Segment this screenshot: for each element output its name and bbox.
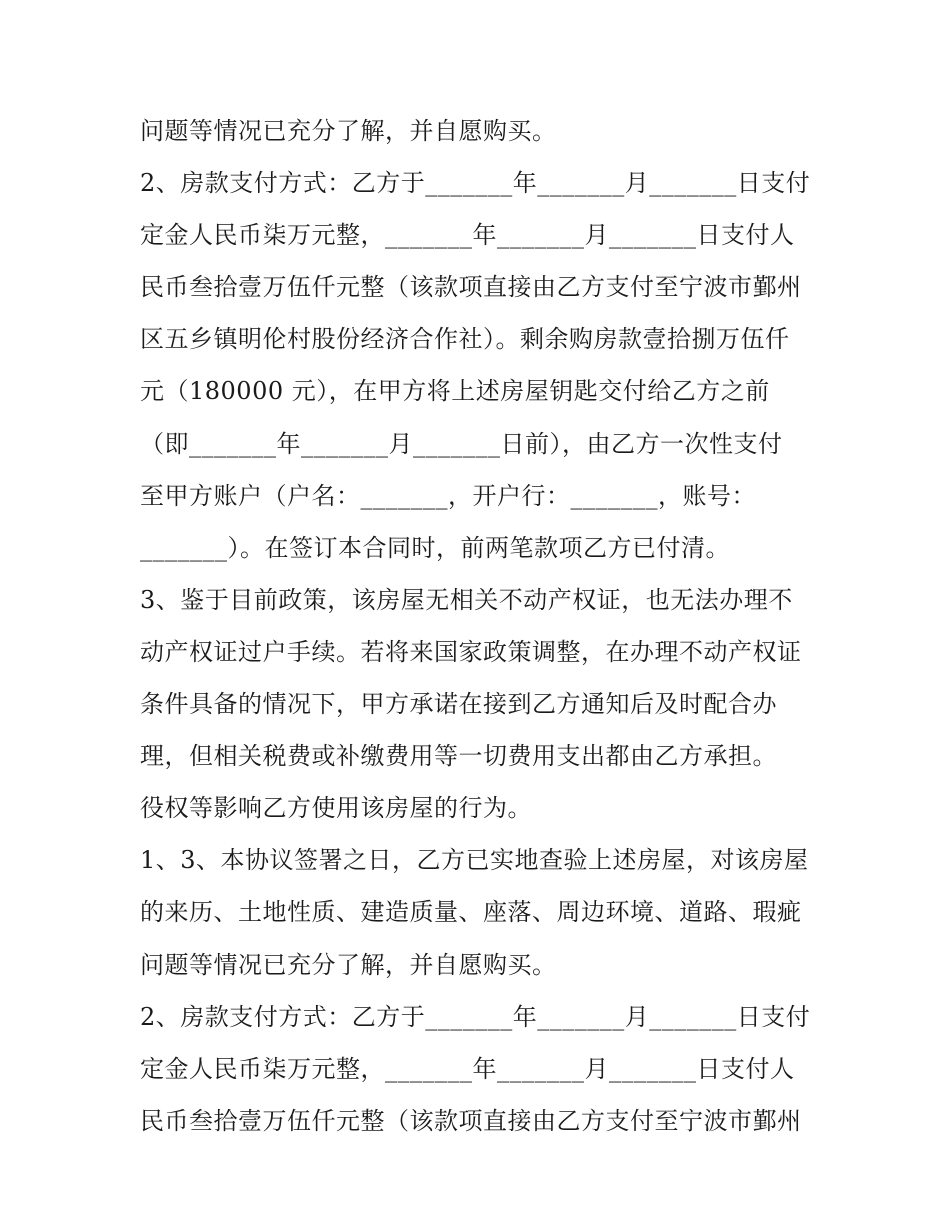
text-line: 2、房款支付方式：乙方于_______年_______月_______日支付 (140, 169, 811, 198)
text-line: 定金人民币柒万元整，_______年_______月_______日支付人 (140, 221, 795, 250)
text-line: 问题等情况已充分了解，并自愿购买。 (140, 950, 557, 979)
document-body (140, 105, 820, 1147)
text-line: 条件具备的情况下，甲方承诺在接到乙方通知后及时配合办 (140, 690, 777, 719)
text-line: 民币叁拾壹万伍仟元整（该款项直接由乙方支付至宁波市鄞州 (140, 1106, 802, 1135)
text-line: 3、鉴于目前政策，该房屋无相关不动产权证，也无法办理不 (140, 585, 793, 614)
text-line: 的来历、土地性质、建造质量、座落、周边环境、道路、瑕疵 (140, 898, 802, 927)
text-line: 民币叁拾壹万伍仟元整（该款项直接由乙方支付至宁波市鄞州 (140, 273, 802, 302)
text-line: 1、3、本协议签署之日，乙方已实地查验上述房屋，对该房屋 (140, 846, 809, 875)
text-line: 定金人民币柒万元整，_______年_______月_______日支付人 (140, 1054, 795, 1083)
text-line: 理，但相关税费或补缴费用等一切费用支出都由乙方承担。 (140, 742, 777, 771)
text-line: 至甲方账户（户名：_______，开户行：_______，账号： (140, 481, 756, 510)
text-line: _______）。在签订本合同时，前两笔款项乙方已付清。 (140, 533, 730, 562)
text-line: 2、房款支付方式：乙方于_______年_______月_______日支付 (140, 1002, 811, 1031)
text-line: 元（180000 元），在甲方将上述房屋钥匙交付给乙方之前 (140, 377, 770, 406)
text-line: 区五乡镇明伦村股份经济合作社）。剩余购房款壹拾捌万伍仟 (140, 325, 790, 354)
text-line: 役权等影响乙方使用该房屋的行为。 (140, 794, 532, 823)
text-line: 问题等情况已充分了解，并自愿购买。 (140, 117, 557, 145)
text-line: （即_______年_______月_______日前），由乙方一次性支付 (140, 429, 783, 458)
text-line: 动产权证过户手续。若将来国家政策调整，在办理不动产权证 (140, 637, 802, 666)
